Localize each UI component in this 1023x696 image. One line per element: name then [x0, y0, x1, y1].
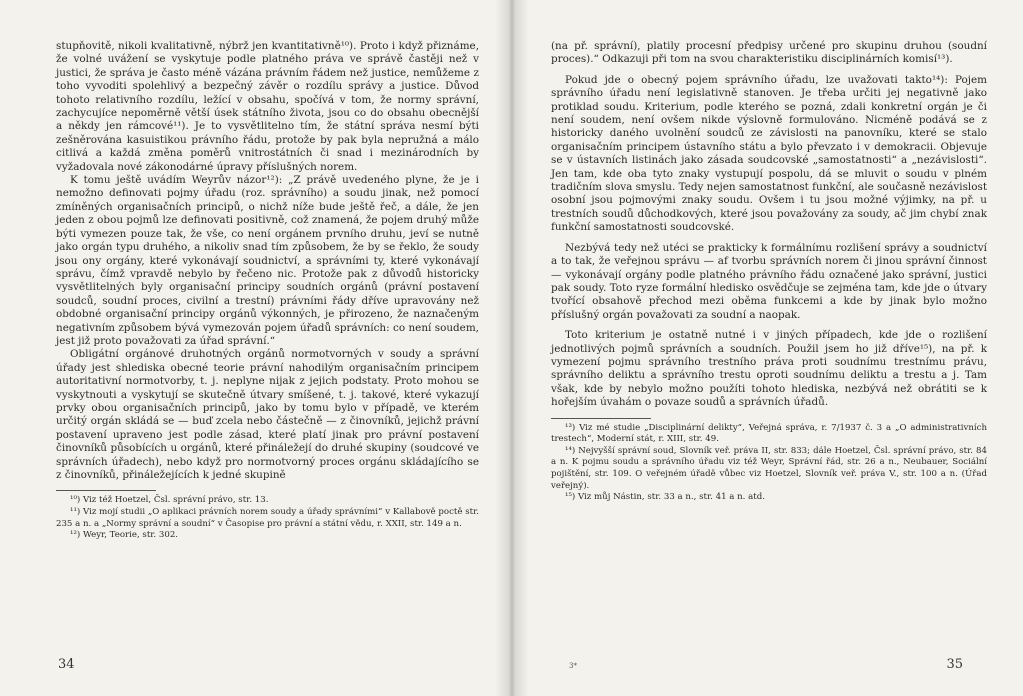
right-paragraph-1: (na př. správní), platily procesní předpisy určené pro skupinu druhou (soudní proces).“ Odkazuji při tom na svou charakteristiku disciplinárních komisí¹³). [551, 40, 987, 66]
left-page [0, 0, 511, 696]
left-page-number: 34 [58, 657, 75, 672]
footnote-14: ¹⁴) Nejvyšší správní soud, Slovník veř. práva II, str. 833; dále Hoetzel, Čsl. správní právo, str. 84 a n. K pojmu soudu a správního úřadu viz též Weyr, Správní řád, str. 26 a n., Neubauer, Sociální pojištění, str. 109. O veřejném úřadě vůbec viz Hoetzel, Slovník veř. práva V., str. 100 a n. (Úřad veřejný). [551, 445, 987, 491]
right-footnotes [551, 423, 987, 504]
left-paragraph-1: stupňovitě, nikoli kvalitativně, nýbrž jen kvantitativně¹⁰). Proto i když přiznáme, že volné uvážení se vyskytuje podle platného práva ve správě častěji než v justici, že správa je často méně vázána právním řádem než justice, nemůžeme z toho vyvoditi spolehlivý a bezpečný závěr o rozdílu správy a justice. Důvod tohoto relativního rozdílu, ležící v obsahu, spočívá v tom, že normy správní, zachycujíce nepoměrně větší úsek státního života, jsou co do obsahu obecnější a někdy jen rámcové¹¹). Je to vysvětlitelno tím, že státní správa nesmí býti zešněrována kasuistikou právního řádu, protože by pak byla nepružná a málo citlivá a každá změna poměrů vnitrostátních či snad i mezinárodních by vyžadovala nové zákonodárné úpravy příslušných norem. [56, 40, 479, 173]
left-footnote-rule [56, 490, 156, 491]
right-paragraph-4: Toto kriterium je ostatně nutné i v jiných případech, kde jde o rozlišení jednotlivých pojmů správních a soudních. Použil jsem ho již dříve¹⁵), na př. k vymezení pojmu správního trestního práva proti soudnímu trestnímu právu, správního deliktu a správního trestu oproti soudnímu deliktu a trestu a j. Tam však, kde by nebylo možno použíti tohoto hlediska, nezbývá než obrátiti se k hořejším úvahám o povaze soudů a správních úřadů. [551, 329, 987, 409]
right-body-text [551, 40, 987, 410]
footnote-12: ¹²) Weyr, Teorie, str. 302. [70, 530, 179, 541]
footnote-13: ¹³) Viz mé studie „Disciplinární delikty“, Veřejná správa, r. 7/1937 č. 3 a „O administrativních trestech“, Moderní stát, r. XIII, str. 49. [551, 422, 987, 445]
right-paragraph-2: Pokud jde o obecný pojem správního úřadu, lze uvažovati takto¹⁴): Pojem správního úřadu není legislativně stanoven. Je třeba určiti jej negativně jako protiklad soudu. Kriterium, podle kterého se pozná, zdali konkretní orgán je či není soudem, není ovšem nikde výslovně formulováno. Nicméně podává se z historicky daného uvolnění soudců ze závislosti na panovníku, které se stalo organisačním principem ústavního státu a bylo převzato i v demokracii. Objevuje se v ústavních listinách jako zásada soudcovské „samostatnosti“ a „nezávislosti“. Jen tam, kde oba tyto znaky vystupují pospolu, dá se mluvit o soudu v plném tradičním slova smyslu. Tedy nejen samostatnost funkční, ale současně nezávislost osobní jsou pojmovými znaky soudu. Ovšem i tu jsou možné výjimky, na př. u trestních soudů důchodkových, které jsou považovány za soudy, ač jim chybí znak funkční samostatnosti soudcovské. [551, 73, 987, 234]
left-footnotes [56, 495, 479, 541]
right-page-number: 35 [946, 657, 963, 672]
left-body-text [56, 40, 479, 482]
left-paragraph-3: Obligátní orgánové druhotných orgánů normotvorných v soudy a správní úřady jest shlediska obecné teorie právní nahodilým organisačním principem autoritativní normotvorby, t. j. neplyne nijak z jejich podstaty. Proto mohou se vyskytnouti a vyskytují se skutečně útvary smíšené, t. j. takové, které vykazují prvky obou organisačních principů, jako by tomu bylo v případě, ve kterém určitý orgán skládá se — buď zcela nebo částečně — z činovníků, jejichž právní postavení upraveno jest podle zásad, které platí jinak pro právní postavení činovníků působících u orgánů, které přináležejí do druhé skupiny (soudcové ve správních úřadech), nebo když pro normotvorný proces orgánu skládajícího se z činovníků, přináležejících k jedné skupině [56, 348, 479, 481]
right-footnote-rule [551, 418, 651, 419]
footnote-15: ¹⁵) Viz můj Nástin, str. 33 a n., str. 41 a n. atd. [565, 492, 765, 503]
left-paragraph-2: K tomu ještě uvádím Weyrův názor¹²): „Z právě uvedeného plyne, že je i nemožno definovati pojmy úřadu (roz. správního) a soudu jinak, než pomocí zmíněných organisačních principů, o nichž níže bude ještě řeč, a dále, že jen jeden z obou pojmů lze definovati positivně, což znamená, že pojem druhý může býti vymezen pouze tak, že vše, co není orgánem prvního druhu, jeví se nutně jako orgán typu druhého, a nikoliv snad tím způsobem, že by se řeklo, že soudy jsou ony orgány, které vykonávají soudnictví, a správními ty, které vykonávají správu, čímž vpravdě nebylo by řečeno nic. Protože pak z důvodů historicky vysvětlitelných byly organisační principy soudních orgánů (právní postavení soudců, soudní proces, civilní a trestní) právními řády dříve upravovány než obdobné organisační principy orgánů výkonných, je přirozeno, že naznačeným negativním způsobem bývá vymezován pojem úřadů správních: co není soudem, jest již proto považovati za úřad správní.“ [56, 174, 479, 347]
footnote-10: ¹⁰) Viz též Hoetzel, Čsl. správní právo, str. 13. [70, 495, 269, 506]
footnote-11: ¹¹) Viz mojí studii „O aplikaci právních norem soudy a úřady správními“ v Kallabově poctě str. 235 a n. a „Normy správní a soudní“ v Časopise pro právní a státní vědu, r. XXII, str. 149 a n. [56, 507, 479, 529]
right-page [511, 0, 1023, 696]
signature-mark: 3* [569, 662, 577, 670]
right-paragraph-3: Nezbývá tedy než utéci se prakticky k formálnímu rozlišení správy a soudnictví a to tak, že veřejnou správu — af tvorbu správních norem či jinou správní činnost — vykonávají orgány podle platného právního řádu označené jako správní, justici pak soudy. Toto ryze formální hledisko osvědčuje se zejména tam, kde jde o útvary tvořící obsahově přechod mezi oběma funkcemi a kde by jinak bylo možno příslušný orgán považovati za soudní a naopak. [551, 241, 987, 321]
